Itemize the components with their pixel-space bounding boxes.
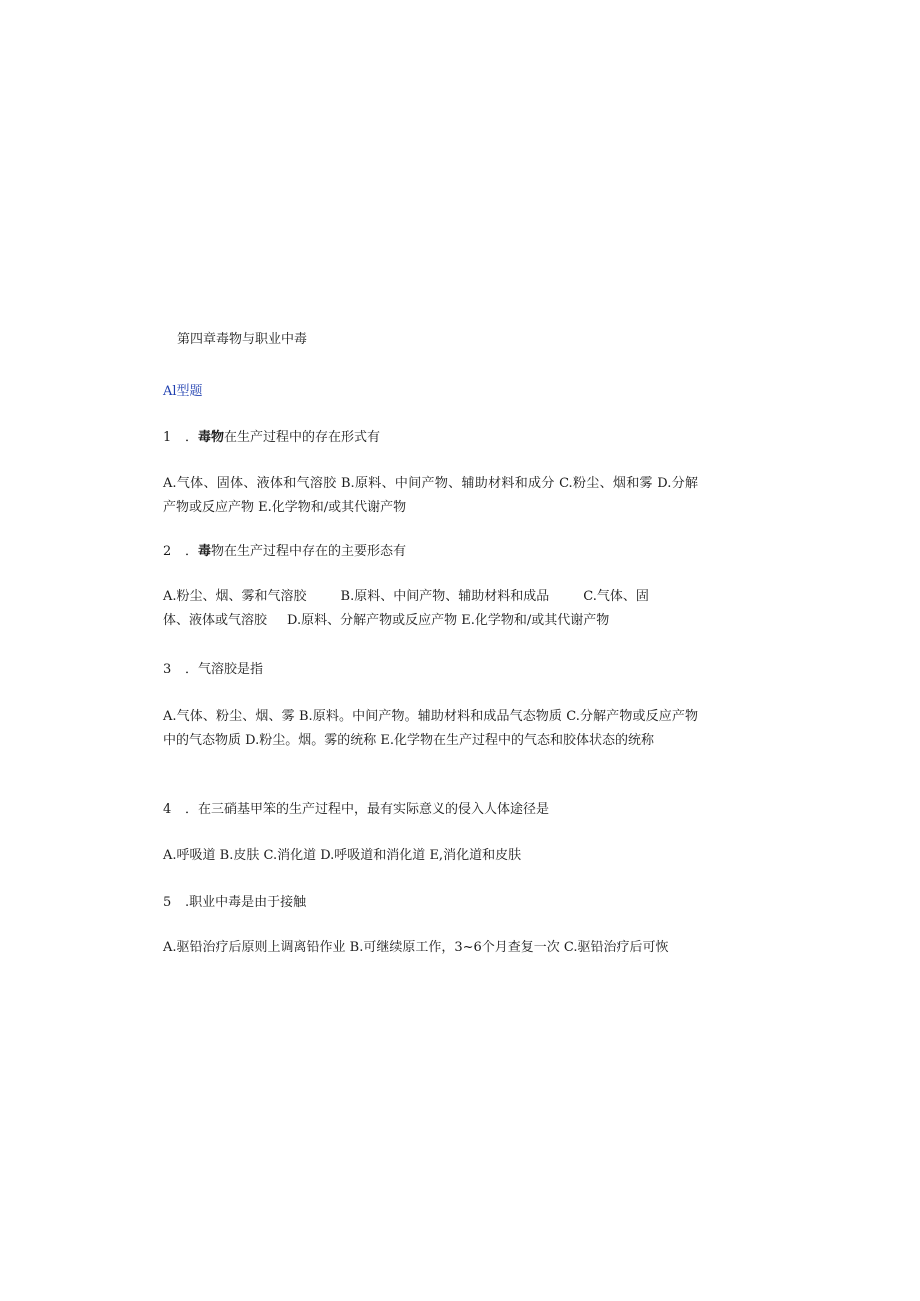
question-punct: ．: [185, 662, 199, 677]
question-punct: ．: [185, 802, 199, 817]
option-a: A.粉尘、烟、雾和气溶胶: [163, 589, 307, 604]
question-2-options-line-1: [163, 585, 649, 609]
chapter-title: 第四章毒物与职业中毒: [177, 332, 308, 347]
question-bold-term: 毒物: [198, 430, 225, 445]
question-text: 职业中毒是由于接触: [189, 895, 307, 910]
question-3-stem: [163, 658, 263, 682]
question-1-stem: [163, 426, 380, 450]
question-2-options-line-2: [163, 609, 609, 633]
question-2-stem: [163, 540, 406, 564]
question-text: 物在生产过程中存在的主要形态有: [211, 544, 407, 559]
question-number: 5: [163, 895, 172, 910]
question-text: 气溶胶是指: [198, 662, 264, 677]
question-punct: ．: [185, 430, 199, 445]
question-3-options: A.气体、粉尘、烟、雾 B.原料。中间产物。辅助材料和成品气态物质 C.分解产物或反应产物中的气态物质 D.粉尘。烟。雾的统称 E.化学物在生产过程中的气态和胶体状态的统称: [163, 709, 698, 748]
option-d-e: D.原料、分解产物或反应产物 E.化学物和/或其代谢产物: [287, 613, 610, 628]
option-c-part: C.气体、固: [583, 589, 649, 604]
question-number: 1: [163, 430, 172, 445]
question-bold-term: 毒: [198, 544, 212, 559]
question-4-stem: [163, 798, 549, 822]
question-text: 在生产过程中的存在形式有: [224, 430, 381, 445]
question-number: 4: [163, 802, 172, 817]
section-title: Al型题: [163, 384, 203, 399]
question-5-options: A.驱铅治疗后原则上调离铅作业 B.可继续原工作，3~6个月查复一次 C.驱铅治疗后可恢: [163, 940, 669, 955]
question-1-options: A.气体、固体、液体和气溶胶 B.原料、中间产物、辅助材料和成分 C.粉尘、烟和雾 D.分解产物或反应产物 E.化学物和/或其代谢产物: [163, 476, 698, 515]
option-b: B.原料、中间产物、辅助材料和成品: [340, 589, 550, 604]
question-punct: ．: [185, 544, 199, 559]
question-punct: .: [185, 895, 190, 910]
option-c-rest: 体、液体或气溶胶: [163, 613, 268, 628]
question-number: 2: [163, 544, 172, 559]
question-4-options: A.呼吸道 B.皮肤 C.消化道 D.呼吸道和消化道 E,消化道和皮肤: [163, 848, 522, 863]
question-number: 3: [163, 662, 172, 677]
question-text: 在三硝基甲笨的生产过程中，最有实际意义的侵入人体途径是: [198, 802, 550, 817]
question-5-stem: [163, 891, 306, 915]
